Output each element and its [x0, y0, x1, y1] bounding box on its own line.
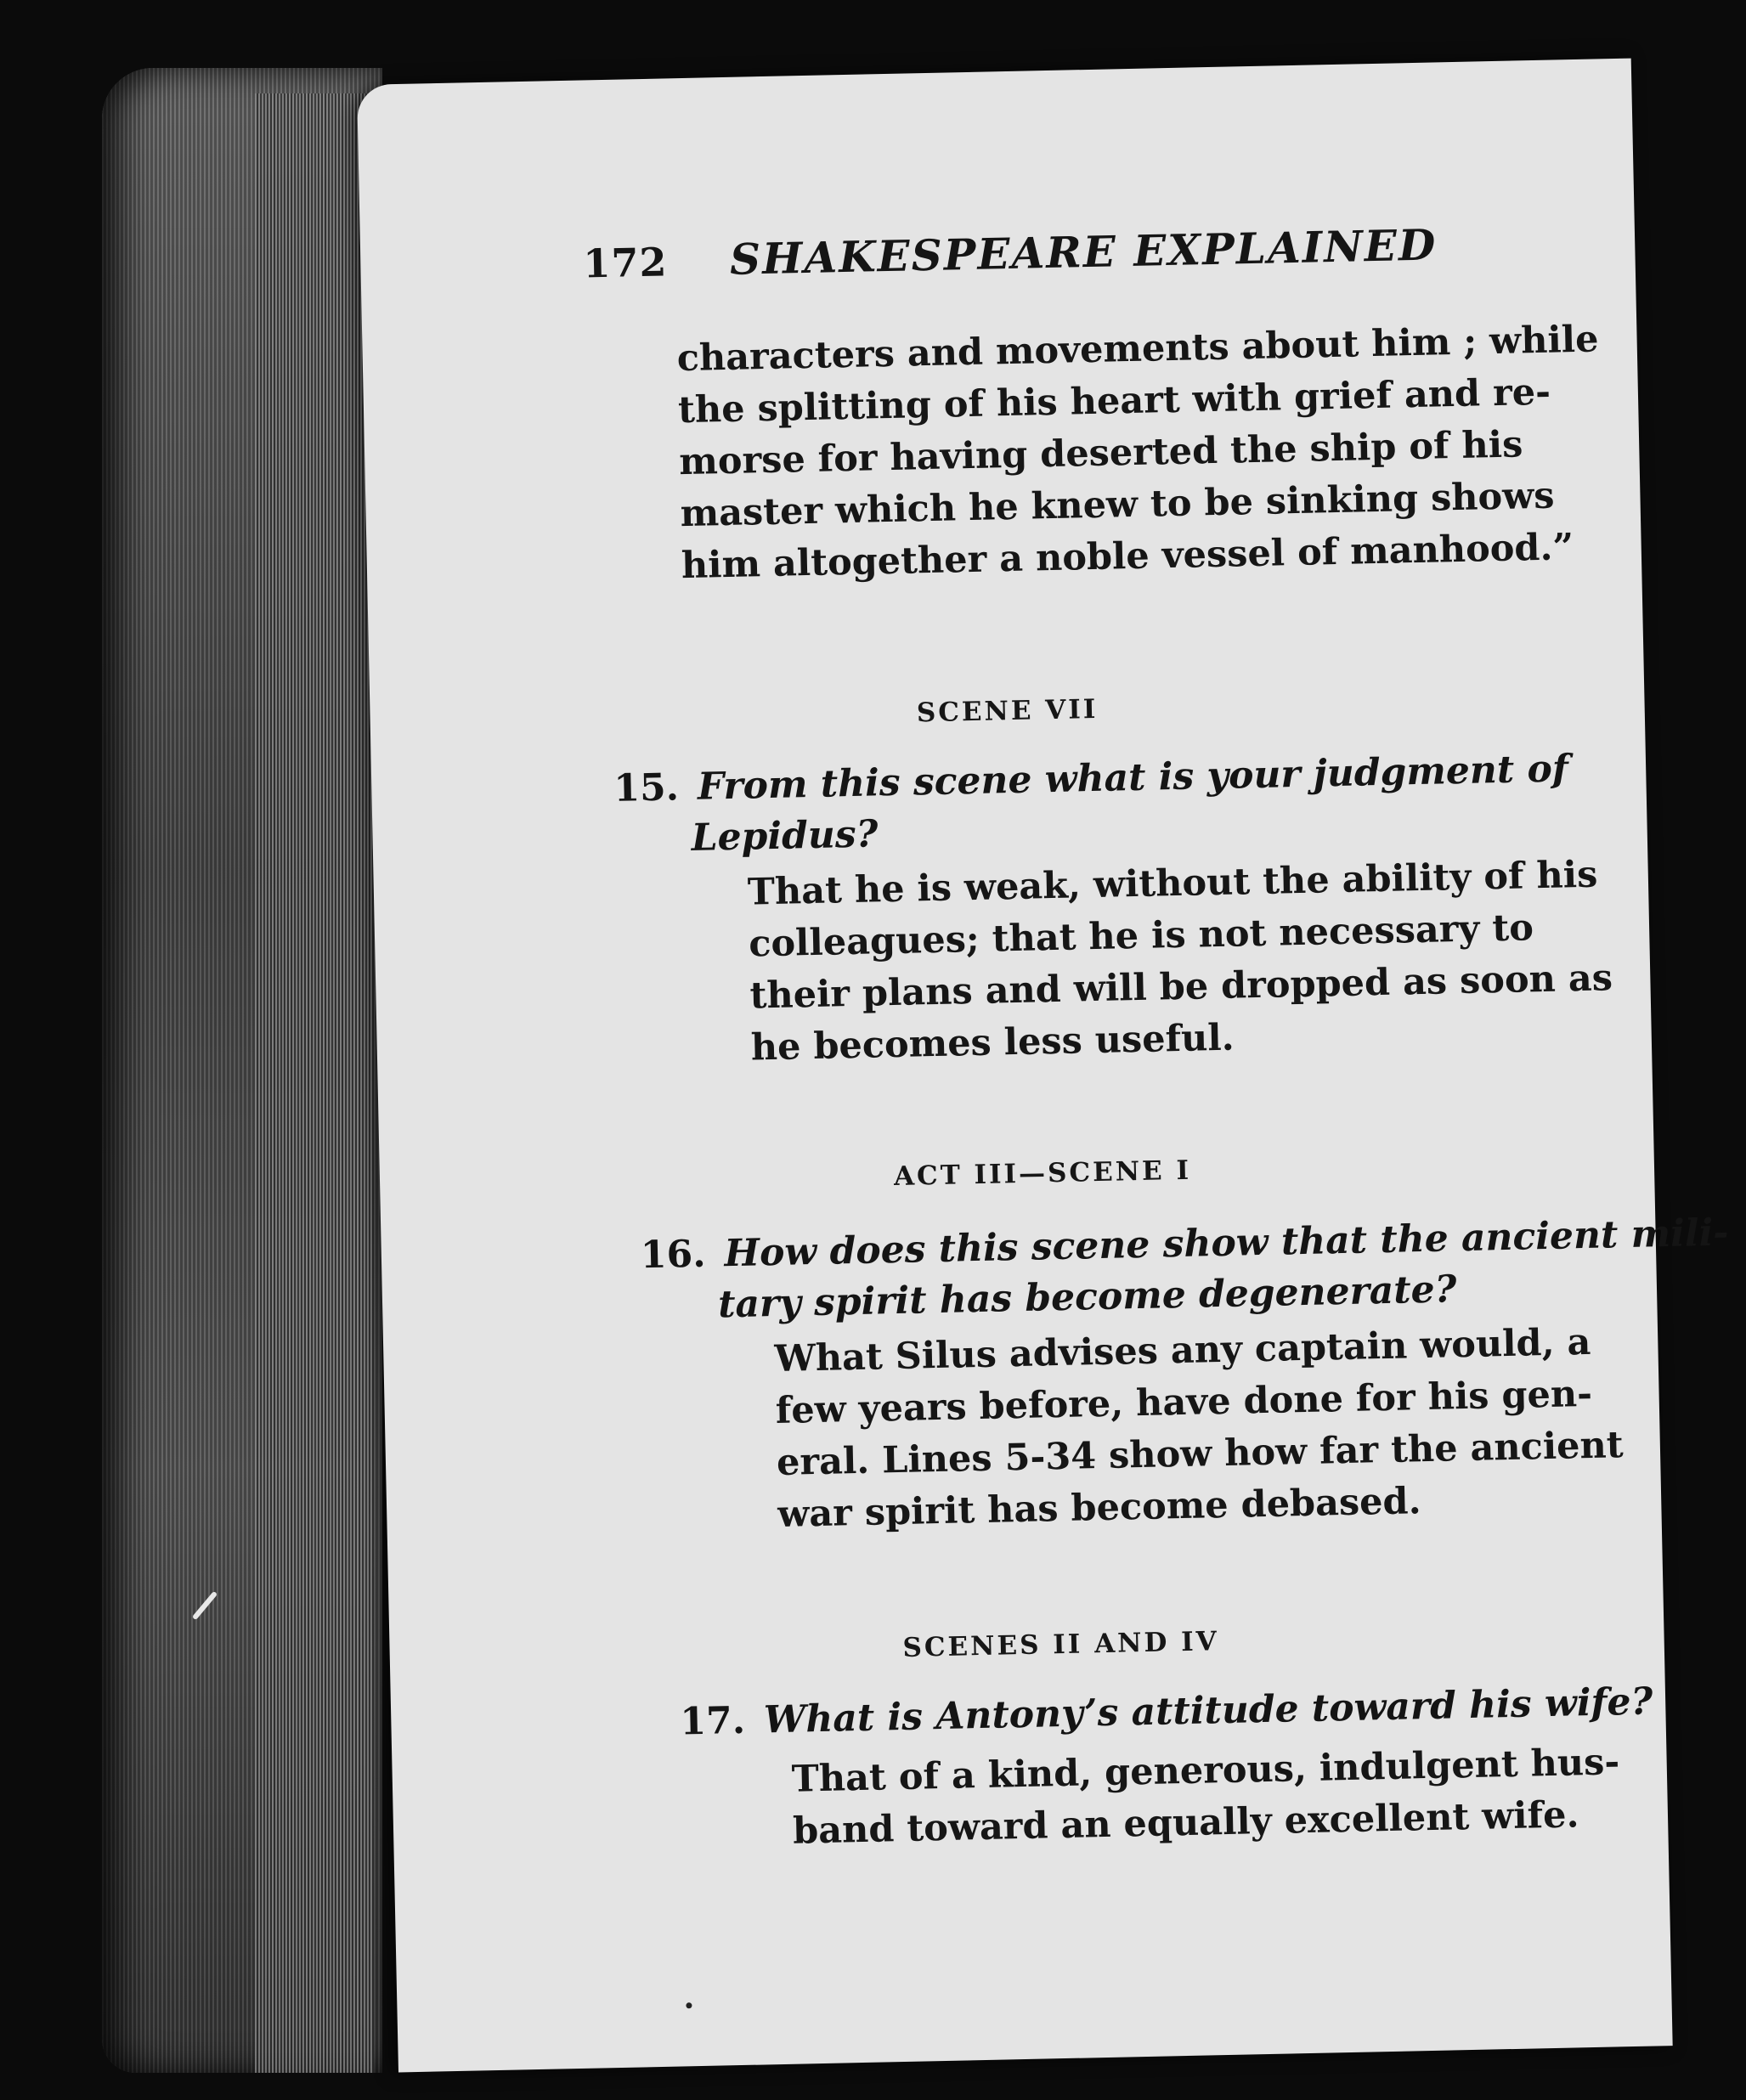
page-header [583, 217, 1518, 287]
book-page [357, 59, 1730, 2073]
text-line: What Silus advises any captain would, a [773, 1320, 1591, 1381]
question-number: 15. [613, 765, 680, 810]
question-text: tary spirit has become degenerate? [717, 1267, 1457, 1327]
text-line: colleagues; that he is not necessary to [748, 906, 1534, 966]
section-heading: ACT III—SCENE I [893, 1154, 1192, 1193]
text-line: characters and movements about him ; while [676, 318, 1599, 381]
question-number: 17. [679, 1698, 746, 1744]
question-16 [640, 1207, 1730, 1332]
text-line: master which he knew to be sinking shows [680, 474, 1555, 536]
text-line: the splitting of his heart with grief and re- [677, 370, 1551, 432]
text-line: he becomes less useful. [750, 1016, 1235, 1070]
book-page-edges-inner [255, 93, 374, 2073]
text-line: war spirit has become debased. [777, 1480, 1422, 1536]
question-text: Lepidus? [691, 812, 879, 860]
text-line: That of a kind, generous, indulgent hus- [791, 1741, 1620, 1801]
question-text: How does this scene show that the ancient mili- [723, 1211, 1730, 1276]
text-line: him altogether a noble vessel of manhood.” [681, 526, 1574, 588]
section-heading: SCENES II AND IV [902, 1626, 1220, 1663]
scan-dot [686, 2002, 692, 2008]
answer-17 [791, 1736, 1621, 1857]
answer-15 [747, 849, 1613, 1074]
answer-16 [774, 1316, 1625, 1541]
text-line: morse for having deserted the ship of his [678, 423, 1523, 484]
question-text: What is Antony’s attitude toward his wife? [763, 1679, 1653, 1742]
intro-paragraph [676, 313, 1603, 592]
text-line: band toward an equally excellent wife. [792, 1793, 1579, 1853]
text-line: their plans and will be dropped as soon as [749, 957, 1613, 1018]
question-15 [613, 743, 1570, 866]
section-heading: SCENE VII [916, 693, 1099, 729]
question-text: From this scene what is your judgment of [697, 747, 1569, 809]
text-line: eral. Lines 5-34 show how far the ancient [776, 1424, 1625, 1485]
text-line: few years before, have done for his gen- [775, 1372, 1593, 1433]
running-title: SHAKESPEARE EXPLAINED [729, 219, 1438, 285]
question-line [680, 1676, 1653, 1747]
question-17 [680, 1676, 1653, 1747]
page-number: 172 [582, 239, 669, 287]
text-line: That he is weak, without the ability of his [747, 853, 1598, 914]
question-number: 16. [640, 1232, 707, 1278]
